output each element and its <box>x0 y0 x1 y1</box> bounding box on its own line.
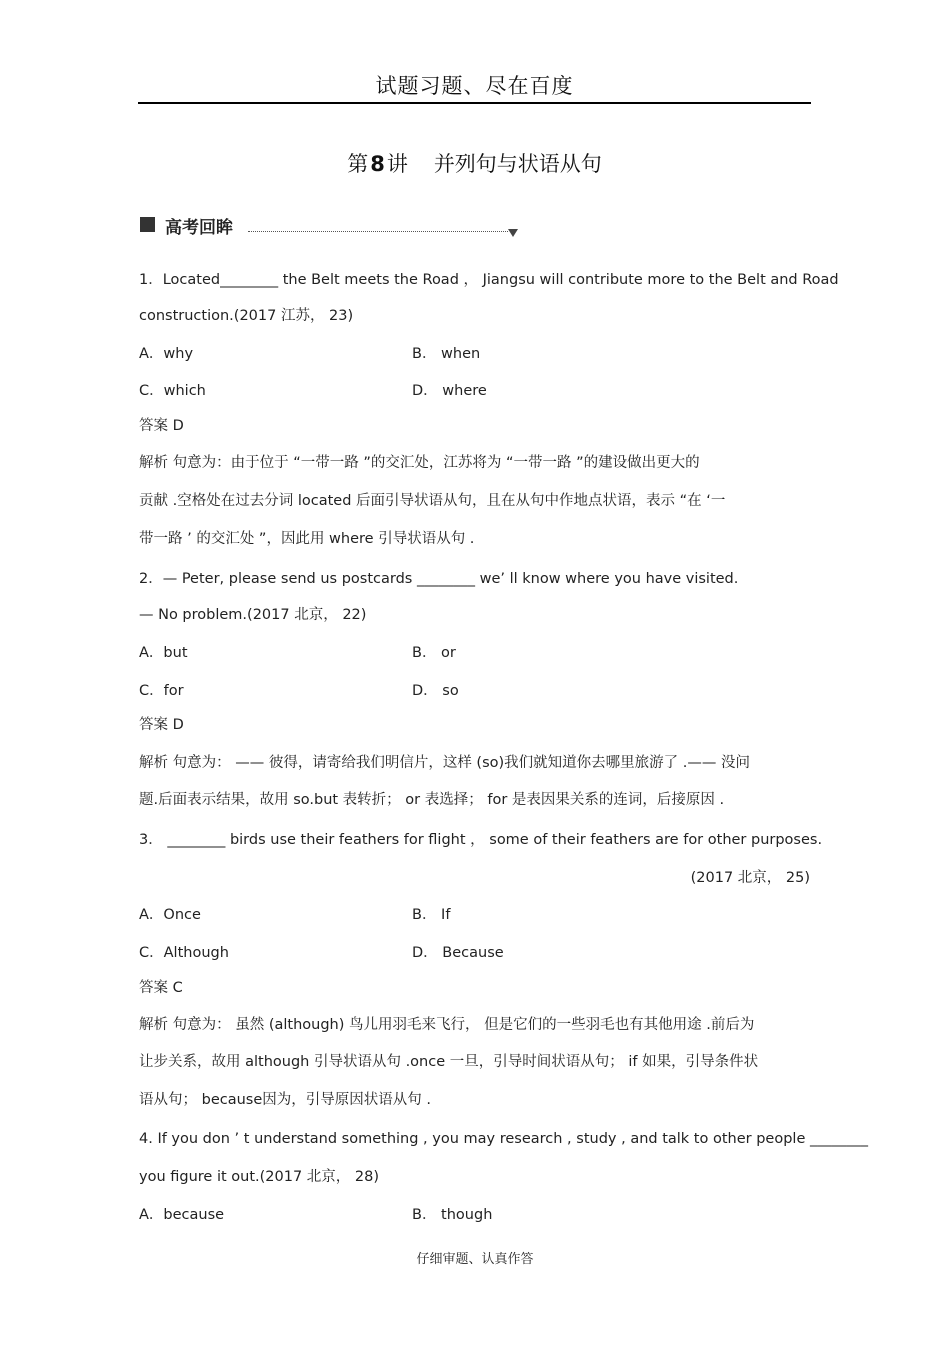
lecture-suffix: 讲 <box>386 152 408 176</box>
header-rule <box>138 102 811 104</box>
q3-option-d: D． Because <box>412 945 504 961</box>
q1-option-a: A．why <box>139 346 194 362</box>
q2-stem-line2: — No problem.(2017 北京， 22) <box>139 607 367 623</box>
square-bullet-icon <box>140 217 155 232</box>
lecture-prefix: 第 <box>347 152 369 176</box>
triangle-down-icon <box>508 229 518 237</box>
q2-option-c: C．for <box>139 683 184 699</box>
q1-stem-line2: construction.(2017 江苏， 23) <box>139 308 354 324</box>
q4-option-a: A．because <box>139 1207 225 1223</box>
q2-option-b: B． or <box>412 645 456 661</box>
q2-stem-line1: 2．— Peter, please send us postcards ________ we’ ll know where you have visited. <box>139 571 739 587</box>
q3-option-c: C．Although <box>139 945 229 961</box>
dotted-leader <box>248 231 508 232</box>
page-header-title: 试题习题、尽在百度 <box>375 74 574 98</box>
q3-explanation-line2: 让步关系，故用 although 引导状语从句 .once 一旦，引导时间状语从句； if 如果，引导条件状 <box>139 1054 759 1070</box>
q3-source: (2017 北京， 25) <box>690 870 810 886</box>
q1-stem-line1: 1．Located________ the Belt meets the Road ， Jiangsu will contribute more to the Belt and Road <box>139 272 839 288</box>
q3-option-a: A．Once <box>139 907 201 923</box>
q1-answer: 答案 D <box>139 418 184 434</box>
lecture-title <box>138 148 811 178</box>
page-footer: 仔细审题、认真作答 <box>416 1252 534 1267</box>
q2-explanation-line2: 题.后面表示结果，故用 so.but 表转折； or 表选择； for 是表因果关系的连词，后接原因 . <box>139 792 725 808</box>
q1-option-c: C．which <box>139 383 206 399</box>
section-heading <box>138 213 518 241</box>
q1-option-b: B． when <box>412 346 481 362</box>
q4-stem-line1: 4. If you don ’ t understand something , you may research , study , and talk to other people ________ <box>139 1131 868 1147</box>
q1-explanation-line2: 贡献 .空格处在过去分词 located 后面引导状语从句，且在从句中作地点状语，表示 “在 ‘一 <box>139 493 726 509</box>
q2-option-a: A．but <box>139 645 188 661</box>
q2-option-d: D． so <box>412 683 459 699</box>
q3-option-b: B． If <box>412 907 451 923</box>
q2-explanation-line1: 解析 句意为： —— 彼得，请寄给我们明信片，这样 (so)我们就知道你去哪里旅游了 .—— 没问 <box>139 755 751 771</box>
lecture-topic: 并列句与状语从句 <box>433 152 602 176</box>
q3-answer: 答案 C <box>139 980 183 996</box>
q3-stem-line1: 3． ________ birds use their feathers for flight ， some of their feathers are for other purposes. <box>139 832 823 848</box>
lecture-number: 8 <box>370 152 385 176</box>
q2-answer: 答案 D <box>139 717 184 733</box>
q3-explanation-line1: 解析 句意为： 虽然 (although) 鸟儿用羽毛来飞行， 但是它们的一些羽毛也有其他用途 .前后为 <box>139 1017 755 1033</box>
section-label: 高考回眸 <box>165 218 233 238</box>
q4-option-b: B． though <box>412 1207 493 1223</box>
q3-explanation-line3: 语从句； because因为，引导原因状语从句 . <box>139 1092 431 1108</box>
q1-explanation-line3: 带一路 ’ 的交汇处 ”，因此用 where 引导状语从句 . <box>139 531 475 547</box>
q1-option-d: D． where <box>412 383 487 399</box>
q4-stem-line2: you figure it out.(2017 北京， 28) <box>139 1169 380 1185</box>
q1-explanation-line1: 解析 句意为：由于位于 “一带一路 ”的交汇处，江苏将为 “一带一路 ”的建设做出更大的 <box>139 455 700 471</box>
